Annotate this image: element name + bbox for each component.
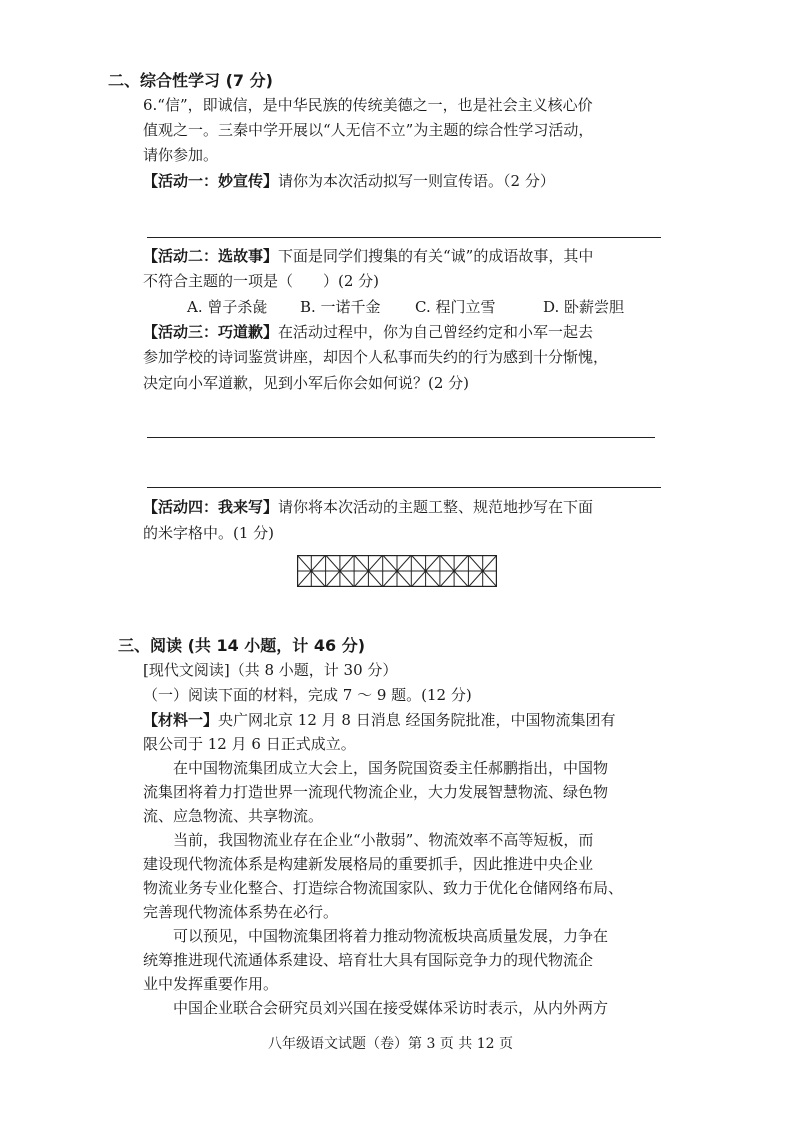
activity1 <box>143 170 555 191</box>
passage-line: 流集团将着力打造世界一流现代物流企业，大力发展智慧物流、绿色物 <box>143 783 609 801</box>
section3-sub2: （一）阅读下面的材料，完成 7 ～ 9 题。(12 分) <box>143 686 472 704</box>
activity4-text: 请你将本次活动的主题工整、规范地抄写在下面 <box>278 498 594 516</box>
page-footer: 八年级语文试题（卷）第 3 页 共 12 页 <box>268 1036 513 1052</box>
material1-text: 央广网北京 12 月 8 日消息 经国务院批准，中国物流集团有 <box>218 711 616 729</box>
section3-title: 三、阅读 (共 14 小题，计 46 分) <box>118 636 366 655</box>
activity3-line2: 参加学校的诗词鉴赏讲座，却因个人私事而失约的行为感到十分惭愧， <box>143 348 609 366</box>
material1-first-line <box>143 709 616 730</box>
answer-line-activity1[interactable] <box>147 237 661 238</box>
activity3 <box>143 321 593 342</box>
activity2-label: 【活动二：选故事】 <box>143 247 279 265</box>
option-c: C. 程门立雪 <box>415 298 496 316</box>
activity3-label: 【活动三：巧道歉】 <box>143 323 279 341</box>
answer-line-activity3-2[interactable] <box>147 487 661 488</box>
q6-line: 值观之一。三秦中学开展以“人无信不立”为主题的综合性学习活动， <box>143 121 594 139</box>
passage-line: 业中发挥重要作用。 <box>143 975 279 993</box>
grid-cell-guides <box>297 555 497 587</box>
material1-label: 【材料一】 <box>143 711 219 729</box>
option-d: D. 卧薪尝胆 <box>543 298 625 316</box>
activity4-line2: 的米字格中。(1 分) <box>143 524 275 542</box>
activity4-label: 【活动四：我来写】 <box>143 498 279 516</box>
passage-line: 当前，我国物流业存在企业“小散弱”、物流效率不高等短板，而 <box>143 831 594 849</box>
activity2 <box>143 245 593 266</box>
activity1-label: 【活动一：妙宣传】 <box>143 172 279 190</box>
section3-sub1: [现代文阅读]（共 8 小题，计 30 分） <box>143 661 398 679</box>
passage-line: 建设现代物流体系是构建新发展格局的重要抓手，因此推进中央企业 <box>143 855 594 873</box>
activity2-line2: 不符合主题的一项是（ ）(2 分) <box>143 272 380 290</box>
passage-line: 在中国物流集团成立大会上，国务院国资委主任郝鹏指出，中国物 <box>143 759 609 777</box>
passage-line: 限公司于 12 月 6 日正式成立。 <box>143 735 356 753</box>
activity2-text: 下面是同学们搜集的有关“诚”的成语故事，其中 <box>278 247 594 265</box>
mizi-grid[interactable] <box>297 555 497 587</box>
passage-line: 中国企业联合会研究员刘兴国在接受媒体采访时表示，从内外两方 <box>143 999 609 1017</box>
activity3-text: 在活动过程中，你为自己曾经约定和小军一起去 <box>278 323 594 341</box>
passage-line: 流、应急物流、共享物流。 <box>143 807 324 825</box>
passage-line: 统筹推进现代流通体系建设、培育壮大具有国际竞争力的现代物流企 <box>143 951 594 969</box>
option-a: A. 曾子杀彘 <box>187 298 268 316</box>
activity1-text: 请你为本次活动拟写一则宣传语。（2 分） <box>278 172 555 190</box>
section2-title: 二、综合性学习 (7 分) <box>108 71 273 90</box>
passage-line: 物流业务专业化整合、打造综合物流国家队、致力于优化仓储网络布局、 <box>143 879 624 897</box>
option-b: B. 一诺千金 <box>300 298 381 316</box>
q6-line: 6.“信”，即诚信，是中华民族的传统美德之一，也是社会主义核心价 <box>143 96 593 114</box>
activity4 <box>143 496 593 517</box>
activity3-line3: 决定向小军道歉，见到小军后你会如何说？(2 分) <box>143 374 470 392</box>
passage-line: 可以预见，中国物流集团将着力推动物流板块高质量发展，力争在 <box>143 927 609 945</box>
passage-line: 完善现代物流体系势在必行。 <box>143 903 339 921</box>
q6-line: 请你参加。 <box>143 146 219 164</box>
answer-line-activity3-1[interactable] <box>147 437 655 438</box>
